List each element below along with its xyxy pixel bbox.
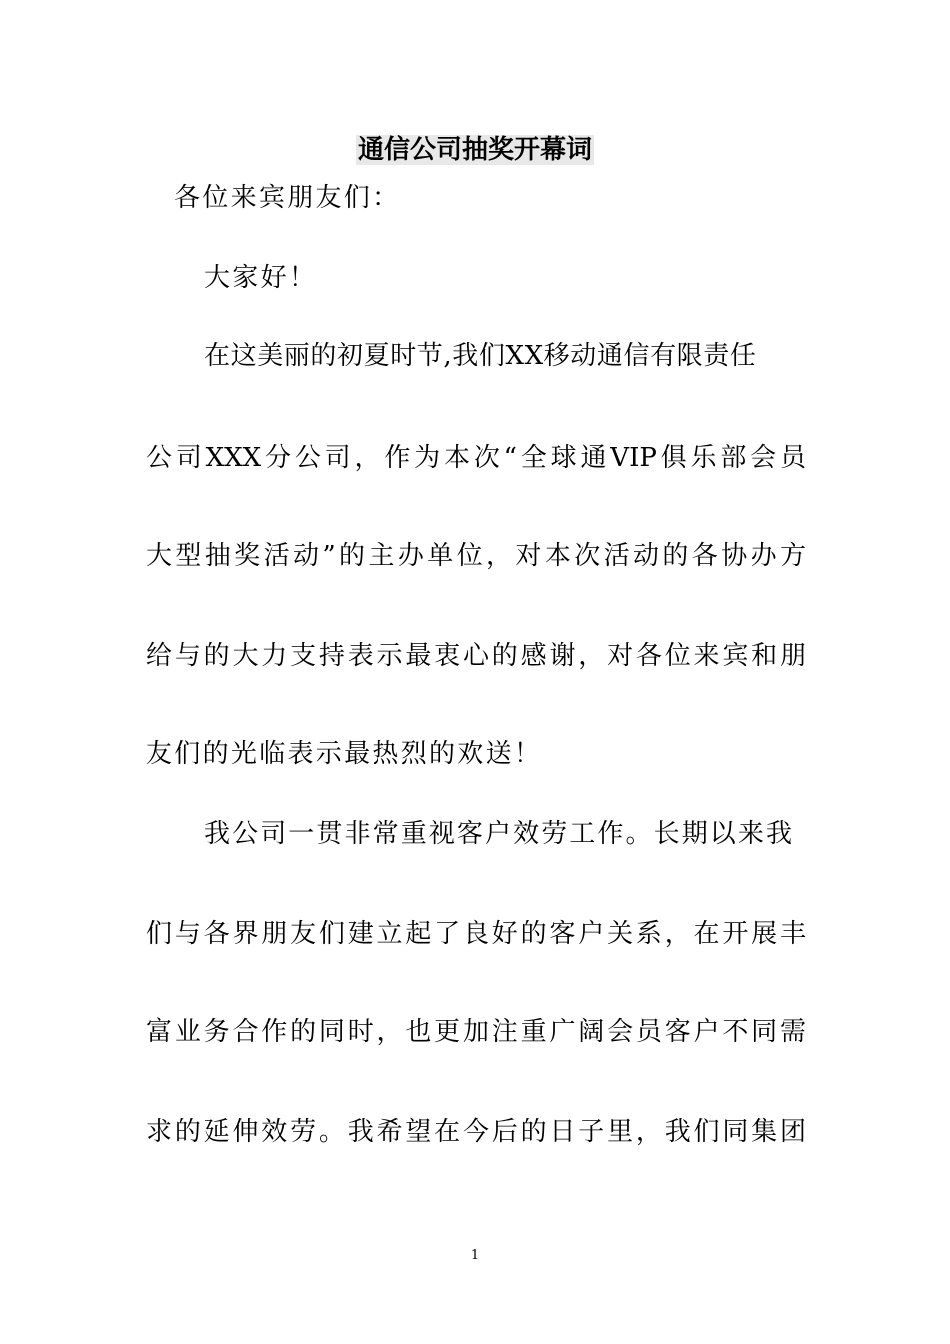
paragraph-2-line-4: 求的延伸效劳。我希望在今后的日子里，我们同集团 xyxy=(146,1117,806,1147)
paragraph-1-line-3: 大型抽奖活动”的主办单位，对本次活动的各协办方 xyxy=(146,541,806,571)
paragraph-2-line-3: 富业务合作的同时，也更加注重广阔会员客户不同需 xyxy=(146,1017,806,1047)
document-title-text: 通信公司抽奖开幕词 xyxy=(357,135,592,165)
paragraph-2-line-2: 们与各界朋友们建立起了良好的客户关系，在开展丰 xyxy=(146,919,806,949)
paragraph-1-line-5: 友们的光临表示最热烈的欢送！ xyxy=(146,739,543,769)
document-title xyxy=(0,128,950,172)
paragraph-2-line-1: 我公司一贯非常重视客户效劳工作。长期以来我 xyxy=(204,819,795,849)
paragraph-1-line-1: 在这美丽的初夏时节,我们XX移动通信有限责任 xyxy=(204,341,757,371)
salutation: 各位来宾朋友们： xyxy=(174,183,401,213)
paragraph-1-line-2: 公司XXX分公司，作为本次“全球通VIP俱乐部会员 xyxy=(146,443,806,473)
page-number: 1 xyxy=(470,1248,480,1263)
paragraph-1-line-4: 给与的大力支持表示最衷心的感谢，对各位来宾和朋 xyxy=(146,641,806,671)
greeting: 大家好！ xyxy=(204,263,318,293)
